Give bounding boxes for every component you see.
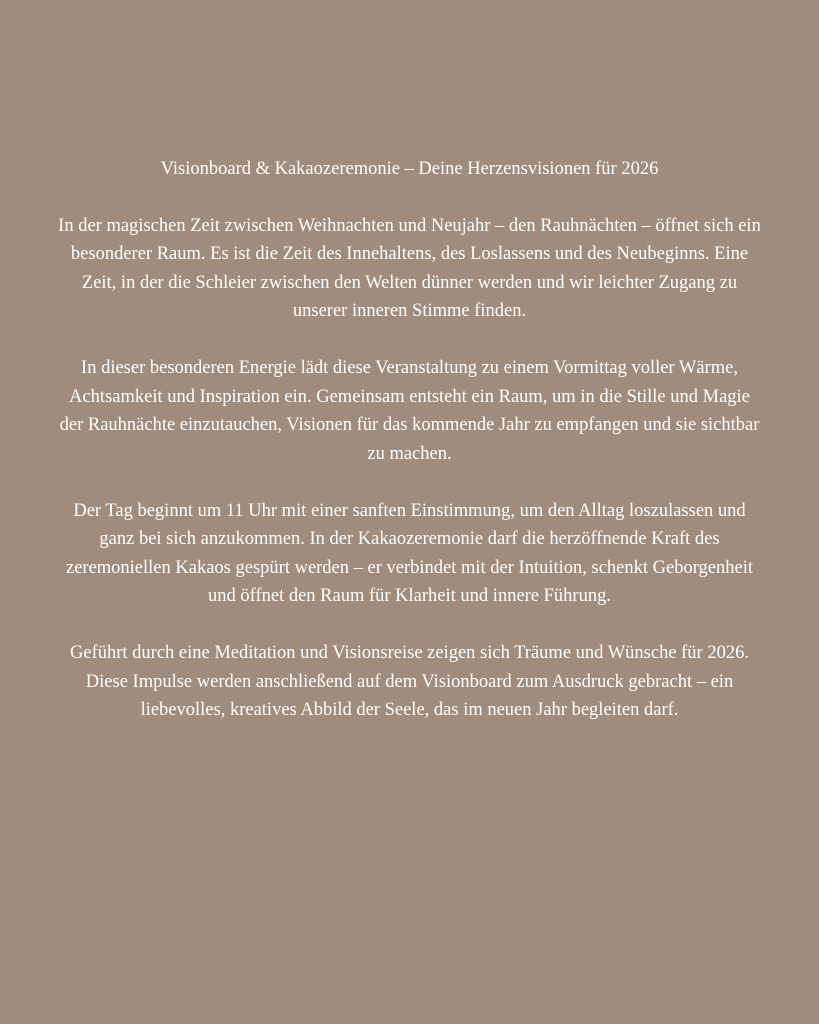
paragraph-schedule: Der Tag beginnt um 11 Uhr mit einer sanften Einstimmung, um den Alltag loszulassen und ganz bei sich anzukommen. In der Kakaozeremonie darf die herzöffnende Kraft des zeremoniellen Kakaos gespürt werden – er verbindet mit der Intuition, schenkt Geborgenheit und öffnet den Raum für Klarheit und innere Führung. [65, 500, 754, 606]
paragraph-energy: In dieser besonderen Energie lädt diese Veranstaltung zu einem Vormittag voller Wärme, Achtsamkeit und Inspiration ein. Gemeinsam entsteht ein Raum, um in die Stille und Magie der Rauhnächte einzutauchen, Visionen für das kommende Jahr zu empfangen und sie sichtbar zu machen. [59, 358, 760, 464]
document-title: Visionboard & Kakaozeremonie – Deine Herzensvisionen für 2026 [160, 159, 659, 179]
document-body [55, 155, 764, 753]
paragraph-meditation: Geführt durch eine Meditation und Visionsreise zeigen sich Träume und Wünsche für 2026. Diese Impulse werden anschließend auf dem Visionboard zum Ausdruck gebracht – ein liebevolles, kreatives Abbild der Seele, das im neuen Jahr begleiten darf. [70, 643, 749, 720]
paragraph-intro: In der magischen Zeit zwischen Weihnachten und Neujahr – den Rauhnächten – öffnet sich ein besonderer Raum. Es ist die Zeit des Innehaltens, des Loslassens und des Neubeginns. Eine Zeit, in der die Schleier zwischen den Welten dünner werden und wir leichter Zugang zu unserer inneren Stimme finden. [58, 215, 761, 321]
